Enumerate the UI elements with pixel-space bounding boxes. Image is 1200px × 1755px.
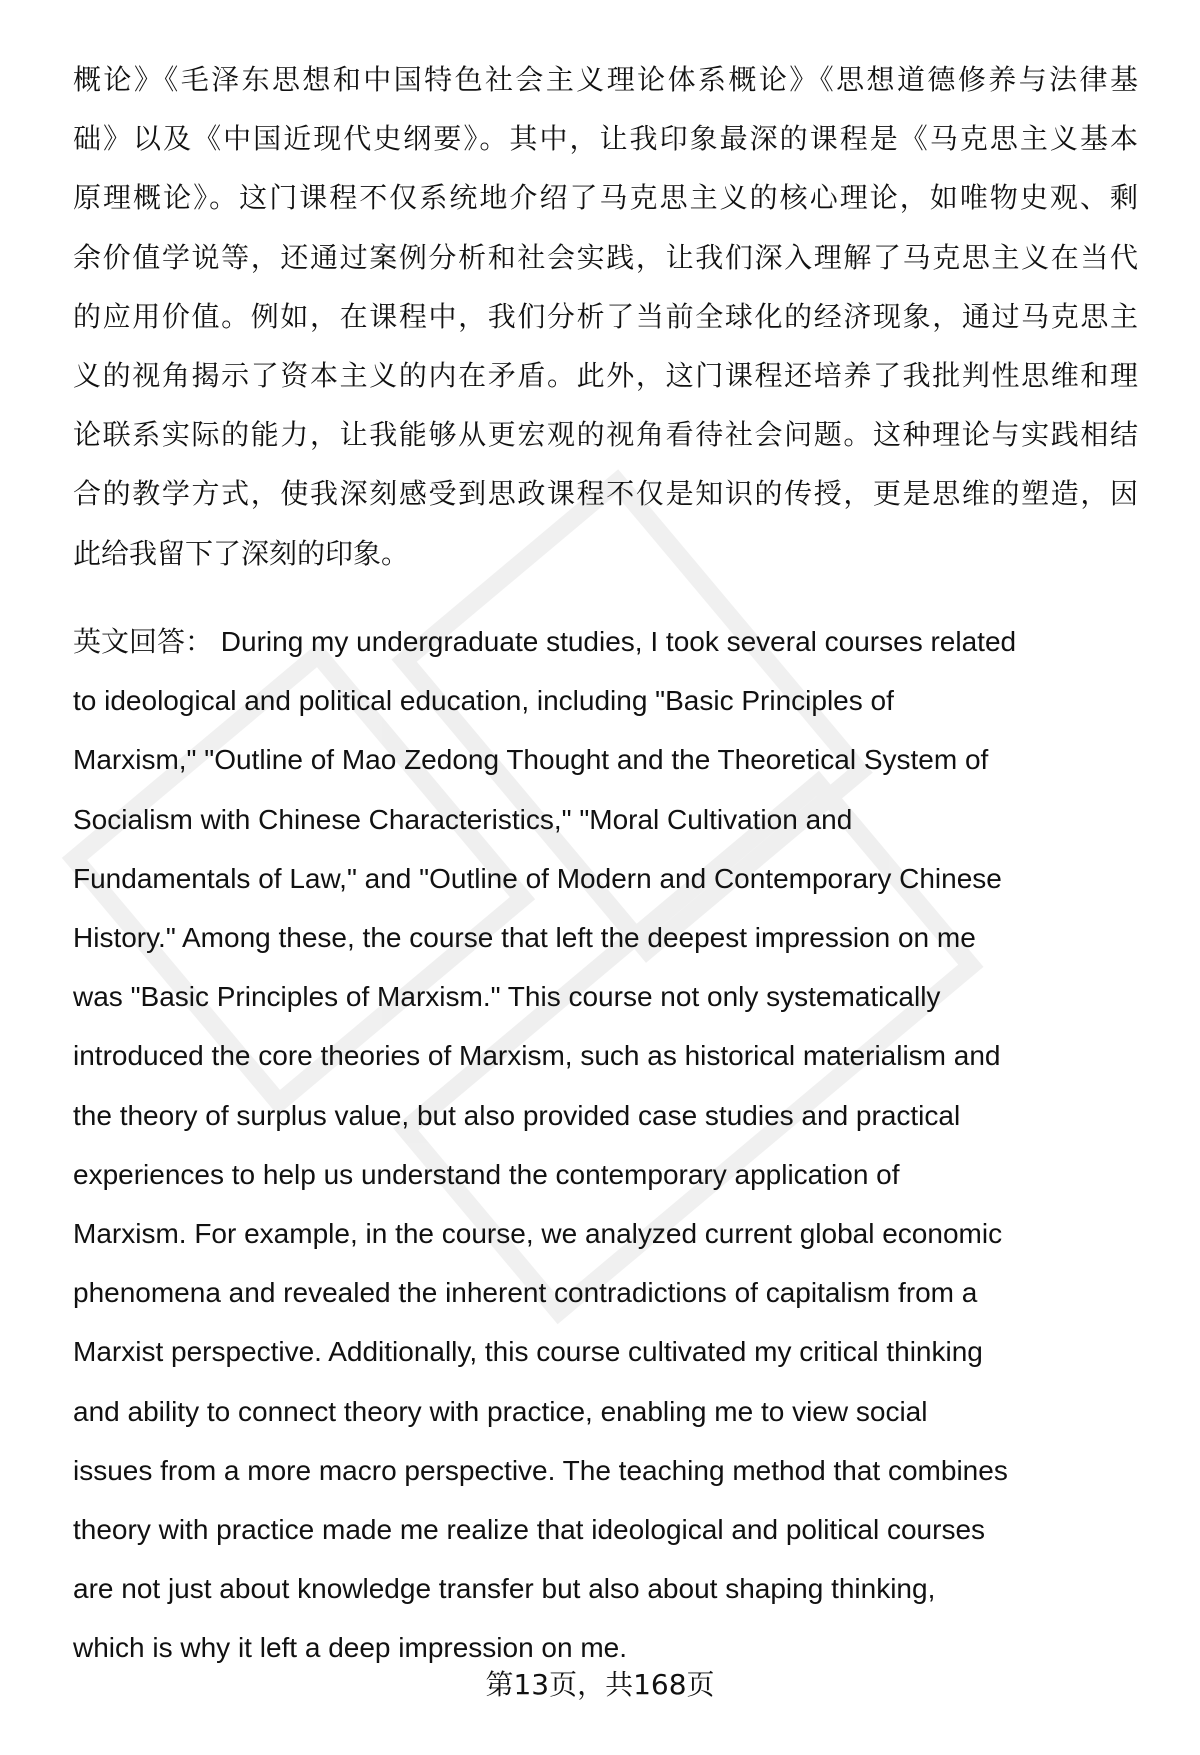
english-answer-line: experiences to help us understand the contemporary application of bbox=[73, 1158, 900, 1190]
english-answer-line: introduced the core theories of Marxism, such as historical materialism and bbox=[73, 1040, 1001, 1072]
english-answer-line: History." Among these, the course that left the deepest impression on me bbox=[73, 922, 976, 953]
english-answer-line: theory with practice made me realize that ideological and political courses bbox=[73, 1514, 986, 1545]
chinese-answer-line: 论联系实际的能力，让我能够从更宏观的视角看待社会问题。这种理论与实践相结 bbox=[73, 418, 1138, 452]
chinese-answer-line: 的应用价值。例如，在课程中，我们分析了当前全球化的经济现象，通过马克思主 bbox=[73, 299, 1138, 333]
chinese-answer-line: 合的教学方式，使我深刻感受到思政课程不仅是知识的传授，更是思维的塑造，因 bbox=[73, 477, 1138, 511]
chinese-answer-line: 概论》《毛泽东思想和中国特色社会主义理论体系概论》《思想道德修养与法律基 bbox=[73, 63, 1138, 96]
english-answer-line: phenomena and revealed the inherent contradictions of capitalism from a bbox=[73, 1277, 978, 1309]
english-answer-line: Socialism with Chinese Characteristics," "Moral Cultivation and bbox=[73, 803, 853, 835]
english-answer-line: issues from a more macro perspective. The teaching method that combines bbox=[73, 1454, 1008, 1486]
chinese-answer-line: 义的视角揭示了资本主义的内在矛盾。此外，这门课程还培养了我批判性思维和理 bbox=[73, 359, 1138, 392]
english-answer-line: Marxism," "Outline of Mao Zedong Thought and the Theoretical System of bbox=[73, 744, 989, 776]
english-answer-line: and ability to connect theory with practice, enabling me to view social bbox=[73, 1395, 928, 1427]
english-answer-line: to ideological and political education, including "Basic Principles of bbox=[73, 685, 894, 717]
page-number: 第13页，共168页 bbox=[485, 1668, 715, 1701]
english-answer-line: was "Basic Principles of Marxism." This course not only systematically bbox=[73, 981, 941, 1013]
chinese-answer-line: 余价值学说等，还通过案例分析和社会实践，让我们深入理解了马克思主义在当代 bbox=[73, 240, 1138, 274]
chinese-answer-line: 此给我留下了深刻的印象。 bbox=[73, 536, 410, 570]
english-answer-line: Fundamentals of Law," and "Outline of Modern and Contemporary Chinese bbox=[73, 862, 1002, 894]
english-answer-line: 英文回答： During my undergraduate studies, I took several courses related bbox=[73, 626, 1017, 657]
english-answer-line: are not just about knowledge transfer but also about shaping thinking, bbox=[73, 1573, 936, 1605]
chinese-answer-line: 原理概论》。这门课程不仅系统地介绍了马克思主义的核心理论，如唯物史观、剩 bbox=[73, 181, 1138, 215]
english-answer-line: which is why it left a deep impression on me. bbox=[73, 1632, 628, 1664]
english-answer-line: Marxist perspective. Additionally, this course cultivated my critical thinking bbox=[73, 1336, 983, 1368]
chinese-answer-line: 础》以及《中国近现代史纲要》。其中，让我印象最深的课程是《马克思主义基本 bbox=[73, 122, 1138, 156]
english-answer-line: Marxism. For example, in the course, we analyzed current global economic bbox=[73, 1218, 1003, 1249]
english-answer-line: the theory of surplus value, but also provided case studies and practical bbox=[73, 1099, 961, 1131]
